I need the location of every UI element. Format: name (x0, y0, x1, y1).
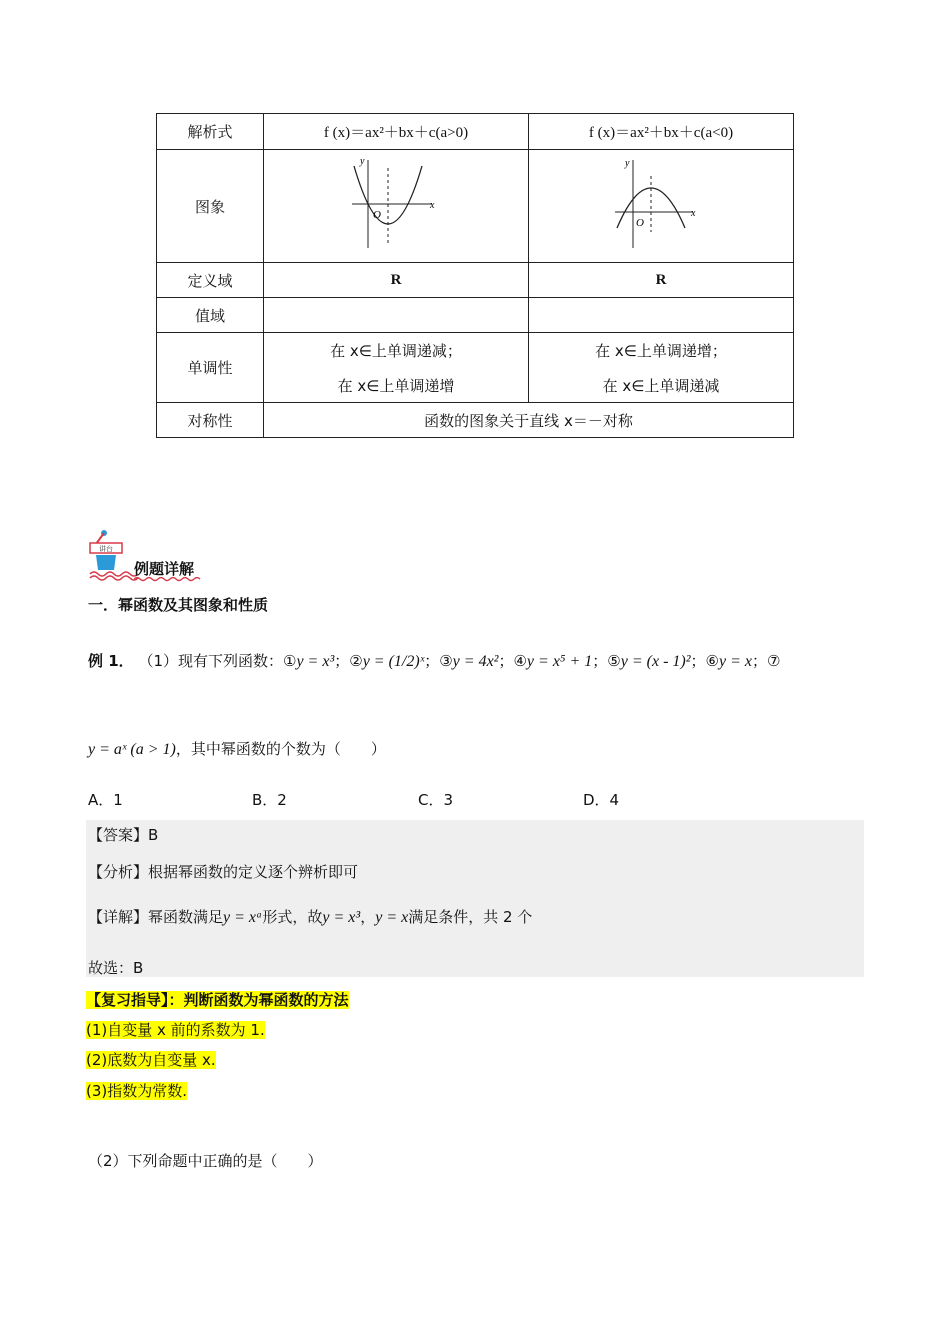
monotonicity-line: 在 x∈上单调递减； (330, 341, 462, 360)
table-row (157, 150, 794, 263)
table-row (157, 263, 794, 298)
detail-text: 形式，故 (262, 908, 323, 926)
table-row (157, 114, 794, 150)
review-title (86, 989, 349, 1010)
monotonicity-line: 在 x∈上单调递增； (595, 341, 727, 360)
separator: ；⑤ (592, 652, 621, 670)
review-item (86, 1080, 187, 1101)
graph-cell (264, 150, 529, 263)
monotonicity-cell (529, 333, 794, 403)
separator: ；⑥ (690, 652, 719, 670)
formula: y = aˣ (a > 1) (88, 741, 176, 758)
row-label: 图象 (157, 150, 264, 263)
detail-text: ， (360, 908, 376, 926)
part-2-question: （2）下列命题中正确的是（ ） (88, 1152, 323, 1170)
podium-icon (88, 530, 140, 582)
origin-label: O (636, 217, 644, 229)
properties-table (156, 113, 794, 438)
row-label: 对称性 (157, 403, 264, 438)
answer-block (86, 820, 864, 977)
detail-text: 【详解】幂函数满足 (88, 908, 224, 926)
example-label: 例 1． (88, 652, 134, 670)
banner-title: 例题详解 (134, 560, 195, 578)
axis-label-x: x (430, 200, 435, 211)
formula: y = x (375, 909, 409, 926)
separator: ；⑦ (751, 652, 781, 670)
section-heading: 一．幂函数及其图象和性质 (88, 596, 269, 614)
monotonicity-cell (264, 333, 529, 403)
monotonicity-line: 在 x∈上单调递减 (602, 376, 720, 395)
row-label: 解析式 (157, 114, 264, 150)
monotonicity-line: 在 x∈上单调递增 (337, 376, 455, 395)
parabola-up-graph (346, 156, 446, 252)
example-line-1 (88, 650, 780, 671)
table-row (157, 298, 794, 333)
review-item-text: (2)底数为自变量 x. (86, 1051, 216, 1069)
formula: y = x⁵ + 1 (526, 653, 593, 670)
origin-label: O (373, 209, 381, 221)
range-cell (264, 298, 529, 333)
formula: y = (x - 1)² (620, 653, 691, 670)
option-d: D．4 (583, 791, 620, 809)
separator: ；④ (498, 652, 527, 670)
review-item-text: (3)指数为常数. (86, 1082, 188, 1100)
separator: ；② (334, 652, 363, 670)
formula-cell: f (x)＝ax²＋bx＋c(a<0) (529, 114, 794, 150)
domain-cell: R (264, 263, 529, 298)
row-label: 值域 (157, 298, 264, 333)
answer-line: 【答案】B (88, 826, 159, 844)
review-item (86, 1019, 265, 1040)
example-text: ，其中幂函数的个数为（ ） (175, 740, 386, 758)
analysis-line: 【分析】根据幂函数的定义逐个辨析即可 (88, 863, 359, 881)
symmetry-cell: 函数的图象关于直线 x＝－对称 (264, 403, 794, 438)
separator: ；③ (424, 652, 453, 670)
table-row (157, 403, 794, 438)
formula-cell: f (x)＝ax²＋bx＋c(a>0) (264, 114, 529, 150)
domain-cell: R (529, 263, 794, 298)
example-text: （1）现有下列函数：① (138, 652, 297, 670)
review-title-text: 【复习指导】：判断函数为幂函数的方法 (86, 991, 349, 1009)
detail-text: 满足条件，共 2 个 (408, 908, 533, 926)
podium-badge-text: 讲台 (99, 545, 113, 553)
formula: y = (1/2)ˣ (362, 653, 425, 670)
graph-cell (529, 150, 794, 263)
formula: y = x³ (322, 909, 361, 926)
option-c: C．3 (418, 791, 454, 809)
option-b: B．2 (252, 791, 287, 809)
formula: y = 4x² (452, 653, 499, 670)
review-item-text: (1)自变量 x 前的系数为 1. (86, 1021, 265, 1039)
example-banner (88, 530, 208, 582)
formula: y = x (718, 653, 752, 670)
review-item (86, 1049, 216, 1070)
choose-line: 故选：B (88, 959, 144, 977)
detail-line (88, 906, 532, 927)
axis-label-y: y (625, 158, 630, 169)
formula: y = x³ (296, 653, 335, 670)
axis-label-x: x (691, 208, 696, 219)
row-label: 定义域 (157, 263, 264, 298)
range-cell (529, 298, 794, 333)
option-a: A．1 (88, 791, 123, 809)
example-line-2 (88, 738, 386, 759)
banner-underline (134, 576, 204, 582)
formula: y = xᵃ (223, 909, 263, 926)
row-label: 单调性 (157, 333, 264, 403)
parabola-down-graph (611, 156, 711, 252)
axis-label-y: y (360, 156, 365, 167)
table-row (157, 333, 794, 403)
